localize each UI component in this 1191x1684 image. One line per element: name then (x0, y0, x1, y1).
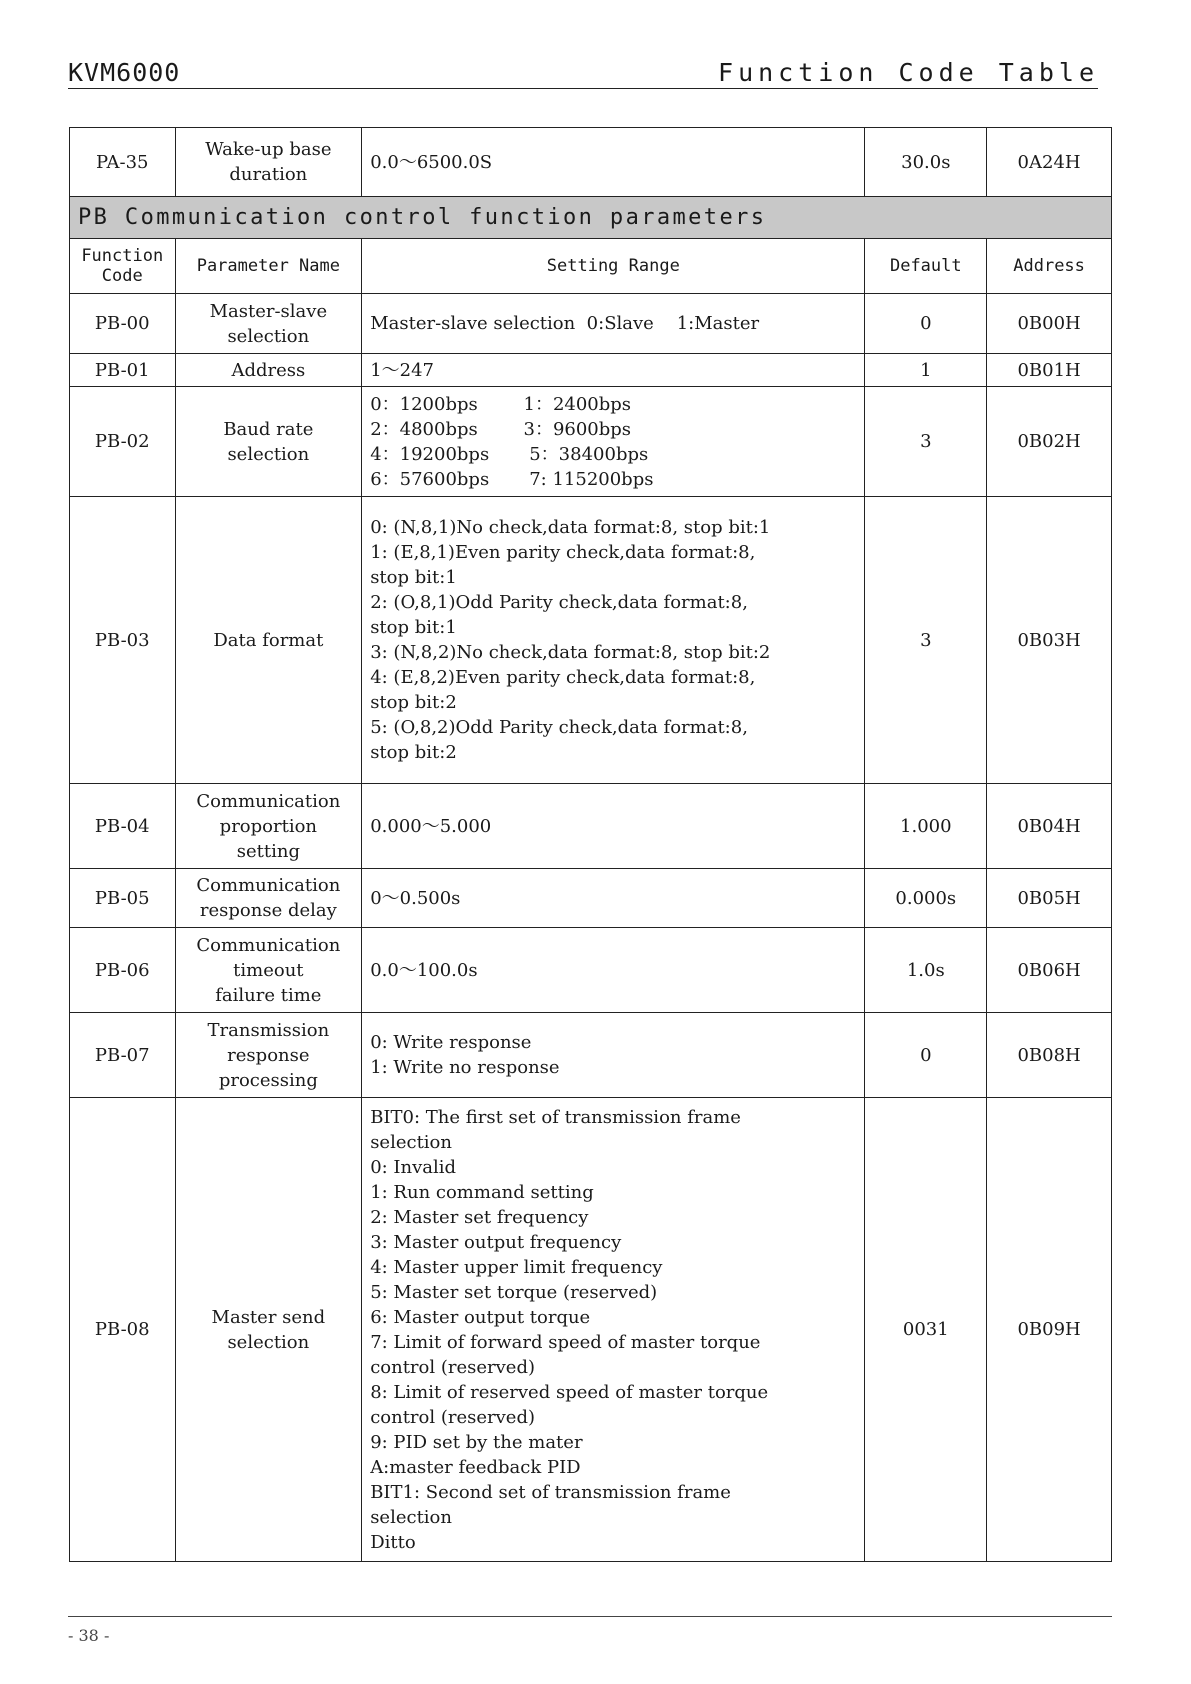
parameter-name: Master send selection (175, 1098, 362, 1562)
default-value: 1 (865, 354, 987, 387)
address: 0B00H (987, 294, 1112, 354)
col-header-name: Parameter Name (175, 239, 362, 294)
footer-rule (68, 1616, 1112, 1617)
row-pb-07 (70, 1013, 1112, 1098)
row-pb-03 (70, 497, 1112, 784)
setting-range: 0: (N,8,1)No check,data format:8, stop bit:1 1: (E,8,1)Even parity check,data format:8, stop bit:1 2: (O,8,1)Odd Parity check,data format:8, stop bit:1 3: (N,8,2)No check,data format:8, stop bit:2 4: (E,8,2)Even parity check,data format:8, stop bit:2 5: (O,8,2)Odd Parity check,data format:8, stop bit:2 (362, 497, 865, 784)
col-header-default: Default (865, 239, 987, 294)
product-title: KVM6000 (68, 58, 181, 87)
col-header-range: Setting Range (362, 239, 865, 294)
parameter-name: Master-slave selection (175, 294, 362, 354)
setting-range: 0: Write response 1: Write no response (362, 1013, 865, 1098)
setting-range: 0.000～5.000 (362, 784, 865, 869)
section-heading: PB Communication control function parameters (70, 197, 1112, 239)
address: 0B09H (987, 1098, 1112, 1562)
function-code: PA-35 (70, 128, 176, 197)
row-pb-05 (70, 869, 1112, 928)
setting-range: 0～0.500s (362, 869, 865, 928)
parameter-name: Data format (175, 497, 362, 784)
function-code: PB-03 (70, 497, 176, 784)
row-pb-08 (70, 1098, 1112, 1562)
function-code: PB-02 (70, 387, 176, 497)
default-value: 30.0s (865, 128, 987, 197)
default-value: 0031 (865, 1098, 987, 1562)
setting-range: Master-slave selection 0:Slave 1:Master (362, 294, 865, 354)
setting-range: 1～247 (362, 354, 865, 387)
setting-range: 0：1200bps 1：2400bps 2：4800bps 3：9600bps 4：19200bps 5：38400bps 6：57600bps 7: 115200bps (362, 387, 865, 497)
row-pb-04 (70, 784, 1112, 869)
address: 0B02H (987, 387, 1112, 497)
function-code: PB-06 (70, 928, 176, 1013)
address: 0B04H (987, 784, 1112, 869)
section-title: Function Code Table (718, 58, 1099, 87)
row-pb-02 (70, 387, 1112, 497)
parameter-name: Baud rate selection (175, 387, 362, 497)
function-code: PB-08 (70, 1098, 176, 1562)
default-value: 0 (865, 294, 987, 354)
parameter-name: Communication response delay (175, 869, 362, 928)
default-value: 1.0s (865, 928, 987, 1013)
setting-range: 0.0～6500.0S (362, 128, 865, 197)
row-pb-00 (70, 294, 1112, 354)
parameter-name: Transmission response processing (175, 1013, 362, 1098)
header-rule (68, 88, 1098, 89)
setting-range: 0.0～100.0s (362, 928, 865, 1013)
row-pb-01 (70, 354, 1112, 387)
row-pb-06 (70, 928, 1112, 1013)
default-value: 3 (865, 387, 987, 497)
parameter-name: Wake-up base duration (175, 128, 362, 197)
address: 0B05H (987, 869, 1112, 928)
default-value: 0 (865, 1013, 987, 1098)
address: 0B01H (987, 354, 1112, 387)
function-code: PB-01 (70, 354, 176, 387)
address: 0A24H (987, 128, 1112, 197)
function-code: PB-07 (70, 1013, 176, 1098)
parameter-name: Communication proportion setting (175, 784, 362, 869)
function-code: PB-00 (70, 294, 176, 354)
function-code: PB-05 (70, 869, 176, 928)
function-code: PB-04 (70, 784, 176, 869)
setting-range: BIT0: The first set of transmission frame selection 0: Invalid 1: Run command setting 2: Master set frequency 3: Master output frequency 4: Master upper limit frequency 5: Master set torque (reserved) 6: Master output torque 7: Limit of forward speed of master torque control (reserved) 8: Limit of reserved speed of master torque control (reserved) 9: PID set by the mater A:master feedback PID BIT1: Second set of transmission frame selection Ditto (362, 1098, 865, 1562)
default-value: 1.000 (865, 784, 987, 869)
col-header-address: Address (987, 239, 1112, 294)
section-header-row (70, 197, 1112, 239)
row-pa-35 (70, 128, 1112, 197)
address: 0B08H (987, 1013, 1112, 1098)
parameter-name: Address (175, 354, 362, 387)
default-value: 0.000s (865, 869, 987, 928)
address: 0B03H (987, 497, 1112, 784)
default-value: 3 (865, 497, 987, 784)
col-header-code: Function Code (70, 239, 176, 294)
function-code-table (69, 127, 1112, 1562)
column-header-row (70, 239, 1112, 294)
address: 0B06H (987, 928, 1112, 1013)
parameter-name: Communication timeout failure time (175, 928, 362, 1013)
page-number: - 38 - (68, 1626, 110, 1645)
